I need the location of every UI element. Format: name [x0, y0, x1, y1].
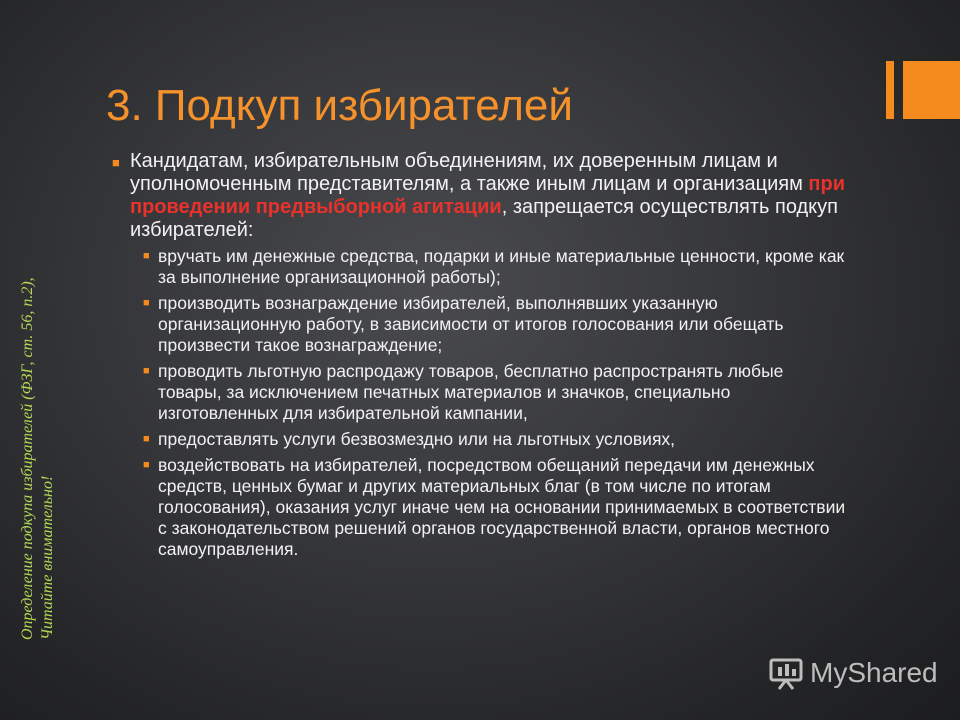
- sub-list-item: [143, 429, 847, 450]
- sub-item-text: производить вознаграждение избирателей, выполнявших указанную организационную работу, в зависимости от итогов голосования или обещать произвести такое вознаграждение;: [158, 293, 784, 355]
- sub-list-item: [143, 361, 847, 424]
- sub-list-item: [143, 293, 847, 356]
- sub-list-item: [143, 455, 847, 560]
- watermark-text: MyShared: [810, 657, 938, 688]
- main-bullet-text-after: , запрещается осуществлять подкуп избирателей:: [130, 196, 838, 241]
- slide-title: 3. Подкуп избирателей: [106, 81, 573, 130]
- square-bullet-icon: ■: [143, 250, 150, 262]
- sub-list: [112, 246, 847, 560]
- square-bullet-icon: ■: [143, 297, 150, 309]
- sub-item-text: проводить льготную распродажу товаров, бесплатно распространять любые товары, за исключением печатных материалов и значков, специально изготовленных для избирательной кампании,: [158, 361, 784, 423]
- accent-bar-thick: [903, 61, 960, 119]
- sub-item-text: вручать им денежные средства, подарки и иные материальные ценности, кроме как за выполнение организационной работы);: [158, 246, 845, 287]
- main-bullet: [112, 150, 847, 242]
- myshared-watermark[interactable]: [768, 655, 938, 691]
- main-bullet-text-before: Кандидатам, избирательным объединениям, их доверенным лицам и уполномоченным представителям, а также иным лицам и организациям: [130, 150, 809, 195]
- side-note-line-2: Читайте внимательно!: [39, 475, 56, 640]
- square-bullet-icon: ■: [112, 155, 120, 170]
- square-bullet-icon: ■: [143, 365, 150, 377]
- side-note: [18, 160, 58, 640]
- slide-content: [112, 150, 847, 565]
- main-bullet-highlight: при проведении предвыборной агитации: [130, 173, 846, 218]
- sub-list-item: [143, 246, 847, 288]
- side-note-line-1: Определение подкупа избирателей (ФЗГ, ст. 56, п.2),: [19, 277, 36, 640]
- square-bullet-icon: ■: [143, 433, 150, 445]
- accent-bar-thin: [886, 61, 894, 119]
- presentation-board-icon: [768, 655, 804, 691]
- sub-item-text: предоставлять услуги безвозмездно или на льготных условиях,: [158, 429, 676, 449]
- square-bullet-icon: ■: [143, 459, 150, 471]
- sub-item-text: воздействовать на избирателей, посредством обещаний передачи им денежных средств, ценных бумаг и других материальных благ (в том числе по итогам голосования), оказания услуг иначе чем на основании принимаемых в соответствии с законодательством решений органов государственной власти, органов местного самоуправления.: [158, 455, 846, 559]
